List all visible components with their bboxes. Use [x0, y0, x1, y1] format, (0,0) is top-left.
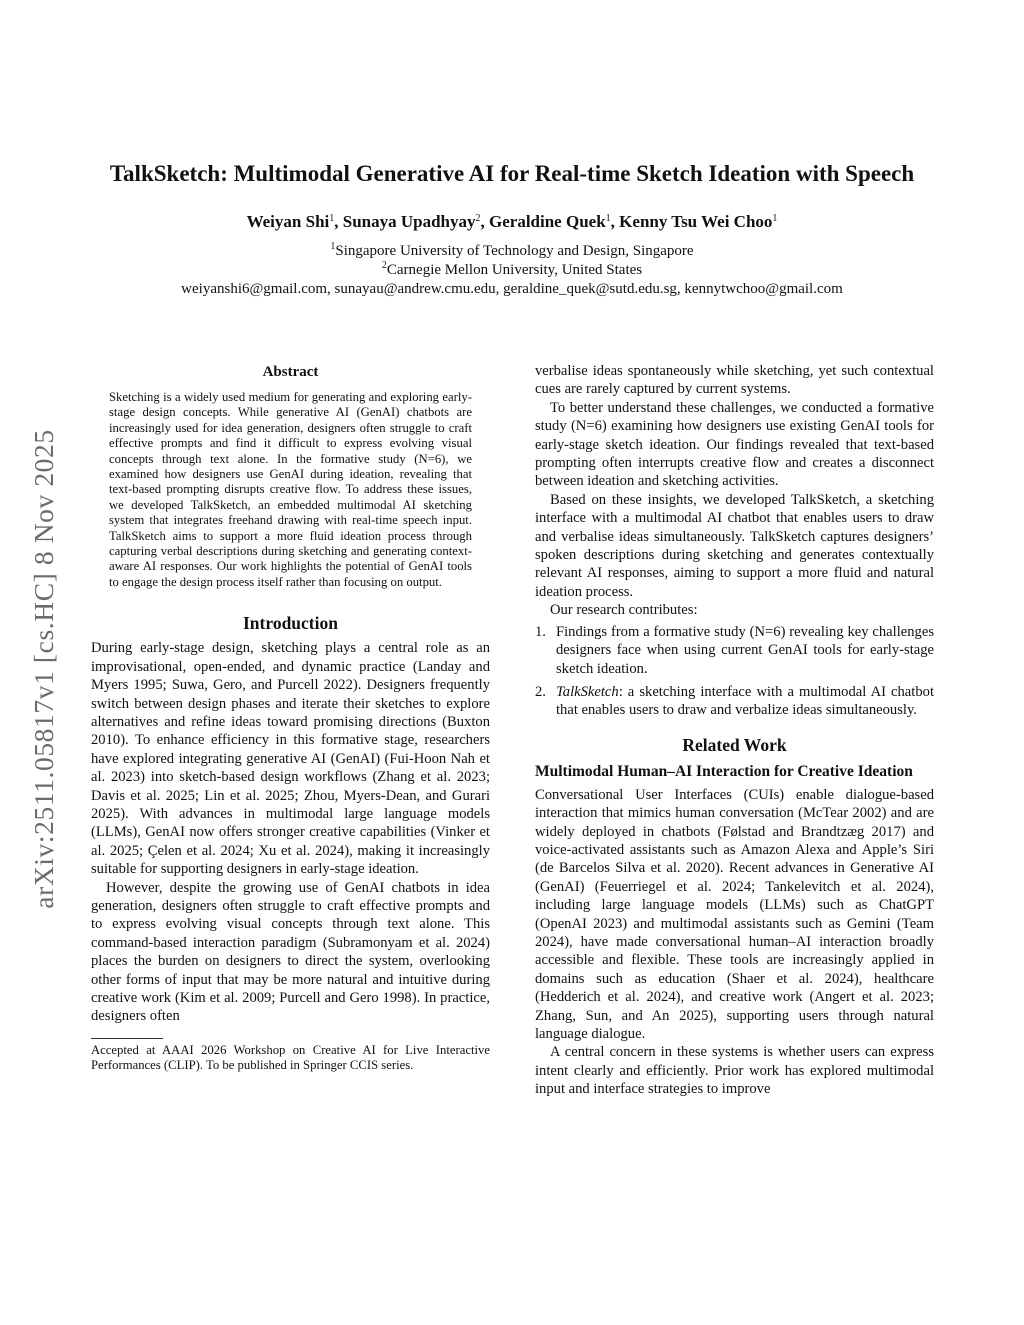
- author-name: Kenny Tsu Wei Choo: [619, 212, 773, 231]
- related-work-heading: Related Work: [682, 734, 787, 755]
- list-number: 1.: [535, 623, 546, 640]
- footnote: Accepted at AAAI 2026 Workshop on Creative AI for Live Interactive Performances (CLIP). To be published in Springer CCIS series.: [91, 1042, 490, 1073]
- author-affiliation-mark: 1: [605, 213, 611, 224]
- footnote-divider: [91, 1038, 163, 1039]
- introduction-section: [91, 612, 490, 1026]
- author-name: Weiyan Shi: [246, 212, 330, 231]
- contributions-list: [535, 623, 934, 720]
- body-paragraph: Based on these insights, we developed TalkSketch, a sketching interface with a multimodal AI chatbot that enables users to draw and verbalise ideas simultaneously. TalkSketch captures designers’ spoken descriptions during sketching and generates contextually relevant AI responses, aiming to support a more fluid and natural ideation process.: [535, 491, 934, 600]
- body-paragraph: Our research contributes:: [550, 602, 698, 619]
- body-paragraph: During early-stage design, sketching plays a central role as an improvisational, open-ended, and dynamic practice (Landay and Myers 1995; Suwa, Gero, and Purcell 2022). Designers frequently switch between design phases and iterate their sketches to explore alternatives and refine ideas toward promising directions (Buxton 2010). To enhance efficiency in this formative stage, researchers have explored integrating generative AI (GenAI) (Fui-Hoon Nah et al. 2023) into sketch-based design workflows (Zhang et al. 2023; Davis et al. 2025; Lin et al. 2025; Zhou, Myers-Dean, and Gurari 2025). With advances in multimodal large language models (LLMs), GenAI now offers stronger creative capabilities (Vinker et al. 2025; Çelen et al. 2024; Xu et al. 2024), making it increasingly suitable for supporting designers in early-stage ideation.: [91, 640, 490, 878]
- abstract-text: Sketching is a widely used medium for generating and exploring early-stage design concepts. While generative AI (GenAI) chatbots are increasingly used for idea generation, designers often struggle to craft effective prompts and find it difficult to express evolving visual concepts through text alone. In the formative study (N=6), we examined how designers use GenAI during ideation, revealing that text-based prompting disrupts creative flow. To address these issues, we developed TalkSketch, an embedded multimodal AI sketching system that integrates freehand drawing with real-time speech input. TalkSketch aims to support a more fluid ideation process through capturing verbal descriptions during sketching and generating context-aware AI responses. Our work highlights the potential of GenAI tools to engage the design process itself rather than focusing on output.: [109, 390, 472, 589]
- body-paragraph: To better understand these challenges, we conducted a formative study (N=6) examining how designers use existing GenAI tools for early-stage sketch ideation. Our findings revealed that text-based prompting often interrupts creative flow and creates a disconnect between ideation and sketching activities.: [535, 399, 934, 490]
- author-emails: weiyanshi6@gmail.com, sunayau@andrew.cmu.edu, geraldine_quek@sutd.edu.sg, kennytwchoo@gmail.com: [181, 281, 843, 297]
- author-list: Weiyan Shi$^1$, Sunaya Upadhyay$^2$, Geraldine Quek$^1$, Kenny Tsu Wei Choo$^1$: [246, 212, 778, 231]
- affiliation-line: [0, 242, 1024, 261]
- body-paragraph: A central concern in these systems is whether users can express intent clearly and efficiently. Prior work has explored multimodal input and interface strategies to improve: [535, 1044, 934, 1098]
- related-work-section: [535, 734, 934, 1099]
- arxiv-sidebar-stamp: [26, 372, 62, 966]
- affiliation-text: Carnegie Mellon University, United States: [386, 262, 643, 278]
- introduction-heading: Introduction: [243, 613, 338, 634]
- subsection-heading: Multimodal Human–AI Interaction for Creative Ideation: [535, 762, 913, 780]
- author-name: Geraldine Quek: [489, 212, 606, 231]
- abstract-section: [91, 362, 490, 590]
- affiliation-line: [0, 261, 1024, 280]
- author-affiliation-mark: 1: [772, 213, 778, 224]
- author-affiliation-mark: 1: [329, 213, 335, 224]
- body-paragraph: However, despite the growing use of GenAI chatbots in idea generation, designers often struggle to craft effective prompts and to express evolving visual concepts through text alone. This command-based interaction paradigm (Subramonyam et al. 2024) places the burden on designers to direct the system, overlooking other forms of input that may be more natural and intuitive during creative work (Kim et al. 2009; Purcell and Gero 1998). In practice, designers often: [91, 879, 490, 1025]
- affiliation-number: 2: [381, 260, 387, 271]
- paper-title: TalkSketch: Multimodal Generative AI for Real-time Sketch Ideation with Speech: [109, 161, 915, 186]
- arxiv-identifier: arXiv:2511.05817v1 [cs.HC] 8 Nov 2025: [28, 429, 59, 909]
- right-column: [535, 362, 934, 1099]
- list-item-text: : a sketching interface with a multimodal AI chatbot that enables users to draw and verbalize ideas simultaneously.: [556, 683, 934, 719]
- list-item: [535, 623, 934, 678]
- list-item-text: Findings from a formative study (N=6) revealing key challenges designers face when using current GenAI tools for early-stage sketch ideation.: [556, 623, 934, 677]
- list-item: [535, 683, 934, 720]
- body-paragraph: Conversational User Interfaces (CUIs) enable dialogue-based interaction that mimics human conversation (McTear 2002) and are widely deployed in chatbots (Følstad and Brandtzæg 2017) and voice-activated assistants such as Amazon Alexa and Apple’s Siri (de Barcelos Silva et al. 2020). Recent advances in Generative AI (GenAI) (Feuerriegel et al. 2024; Tankelevitch et al. 2024), including large language models (LLMs) such as ChatGPT (OpenAI 2023) and multimodal assistants such as Gemini (Team 2024), have made conversational human–AI interaction broadly accessible and flexible. These tools are increasingly applied in domains such as education (Shaer et al. 2024), healthcare (Hedderich et al. 2024), and creative work (Angert et al. 2023; Zhang, Sun, and An 2025), supporting users through natural language dialogue.: [535, 786, 934, 1042]
- left-column: [91, 362, 490, 1074]
- abstract-heading: Abstract: [262, 364, 319, 380]
- author-affiliation-mark: 2: [475, 213, 481, 224]
- list-item-lead: TalkSketch: [556, 683, 619, 700]
- author-name: Sunaya Upadhyay: [342, 212, 476, 231]
- body-paragraph: verbalise ideas spontaneously while sketching, yet such contextual cues are rarely captured by current systems.: [535, 363, 934, 398]
- list-number: 2.: [535, 683, 546, 700]
- affiliation-number: 1: [330, 241, 336, 252]
- affiliation-text: Singapore University of Technology and Design, Singapore: [335, 243, 694, 259]
